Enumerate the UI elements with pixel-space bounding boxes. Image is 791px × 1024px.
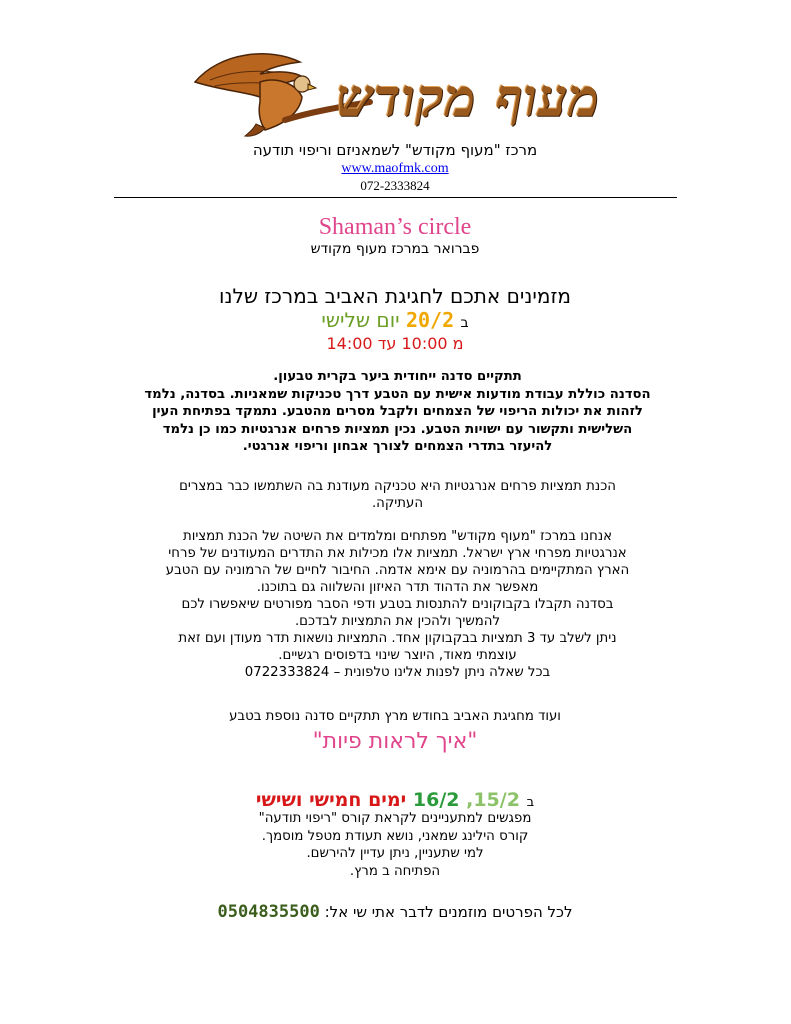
paragraph-line: מאפשר את הדהוד תדר האיזון והשלווה גם בתוכנו.: [256, 580, 539, 595]
description-line: לזהות את יכולות הריפוי של הצמחים ולקבל מסרים מהטבע. נתמקד בפתיחת העין: [152, 404, 643, 419]
logo-title: מעוף מקודש: [335, 68, 600, 129]
paragraph-line: אנרגטיות מפרחי ארץ ישראל. תמציות אלו מכילות את התדרים המעודנים של פרחי: [168, 546, 627, 561]
course-line: למי שתעניין, ניתן עדיין להירשם.: [306, 846, 484, 861]
header-divider: [114, 197, 677, 198]
paragraph-line: להמשיך ולהכין את התמציות לבדכם.: [294, 614, 501, 629]
event-title: Shaman’s circle: [318, 214, 472, 240]
course-date-2: 16/2: [412, 789, 460, 811]
paragraph-line: ניתן לשלב עד 3 תמציות בבקבוקון אחד. התמציות נושאות תדר מעודן ועם זאת: [178, 631, 617, 646]
paragraph-line: העתיקה.: [371, 496, 424, 511]
description-line: השלישית ותקשור עם ישויות הטבע. נכין תמציות פרחים אנרגטיות כמו כן נלמד: [162, 421, 633, 437]
event-weekday: יום שלישי: [321, 308, 400, 332]
essence-intro-paragraph: [125, 478, 670, 512]
workshop-description: [120, 368, 675, 456]
date-prefix: ב: [460, 315, 469, 331]
paragraph-line: עוצמתי מאוד, היוצר שינוי בדפוסים רגשיים.: [278, 648, 517, 663]
paragraph-line: אנחנו במרכז "מעוף מקודש" מפתחים ומלמדים את השיטה של הכנת תמציות: [182, 529, 613, 544]
website-link[interactable]: www.maofmk.com: [341, 161, 449, 176]
essence-details-paragraph: [125, 528, 670, 681]
course-date-prefix: ב: [526, 795, 535, 810]
course-line: הפתיחה ב מרץ.: [349, 863, 441, 879]
description-line: להיעזר בתדרי הצמחים לצורך אבחון וריפוי אנרגטי.: [242, 439, 553, 454]
course-line: קורס הילינג שמאני, נושא תעודת מטפל מוסמך.: [261, 828, 529, 844]
course-dates-line: [110, 789, 680, 811]
course-date-1: 15/2,: [466, 789, 520, 811]
description-line: הסדנה כוללת עבודת מודעות אישית עם הטבע דרך טכניקות שמאניות. בסדנה, נלמד: [144, 386, 651, 402]
additional-workshop-line: ועוד מחגיגת האביב בחודש מרץ תתקיים סדנה נוספת בטבע: [229, 709, 561, 724]
contact-number[interactable]: 0504835500: [217, 902, 320, 922]
paragraph-line: הכנת תמציות פרחים אנרגטיות היא טכניקה מעודנת בה השתמשו כבר במצרים: [179, 479, 616, 494]
event-time: מ 10:00 עד 14:00: [326, 334, 464, 353]
paragraph-line: בסדנה תקבלו בקבוקונים להתנסות בטבע ודפי הסבר מפורטים שיאפשרו לכם: [181, 597, 614, 612]
event-date: 20/2: [405, 308, 455, 332]
paragraph-line: הארץ המתקיימים בהרמוניה עם אימא אדמה. החיבור לחיים של הרמוניה עם הטבע: [165, 563, 630, 578]
contact-line: [110, 902, 680, 922]
course-info: [180, 810, 610, 880]
course-days: ימים חמישי ושישי: [255, 789, 407, 811]
contact-text: לכל הפרטים מוזמנים לדבר אתי שי אל:: [324, 903, 573, 921]
event-subtitle: פברואר במרכז מעוף מקודש: [310, 241, 480, 257]
invite-heading: מזמינים אתכם לחגיגת האביב במרכז שלנו: [219, 284, 571, 308]
description-line: תתקיים סדנה ייחודית ביער בקרית טבעון.: [273, 369, 522, 384]
center-name: מרכז "מעוף מקודש" לשמאניזם וריפוי תודעה: [252, 141, 538, 159]
fairies-workshop-title: "איך לראות פיות": [312, 729, 478, 754]
paragraph-line: בכל שאלה ניתן לפנות אלינו טלפונית – 0722333824: [244, 665, 551, 680]
event-date-line: [110, 308, 680, 332]
phone-number: 072-2333824: [360, 178, 430, 193]
course-line: מפגשים למתעניינים לקראת קורס "ריפוי תודעה": [258, 811, 532, 826]
